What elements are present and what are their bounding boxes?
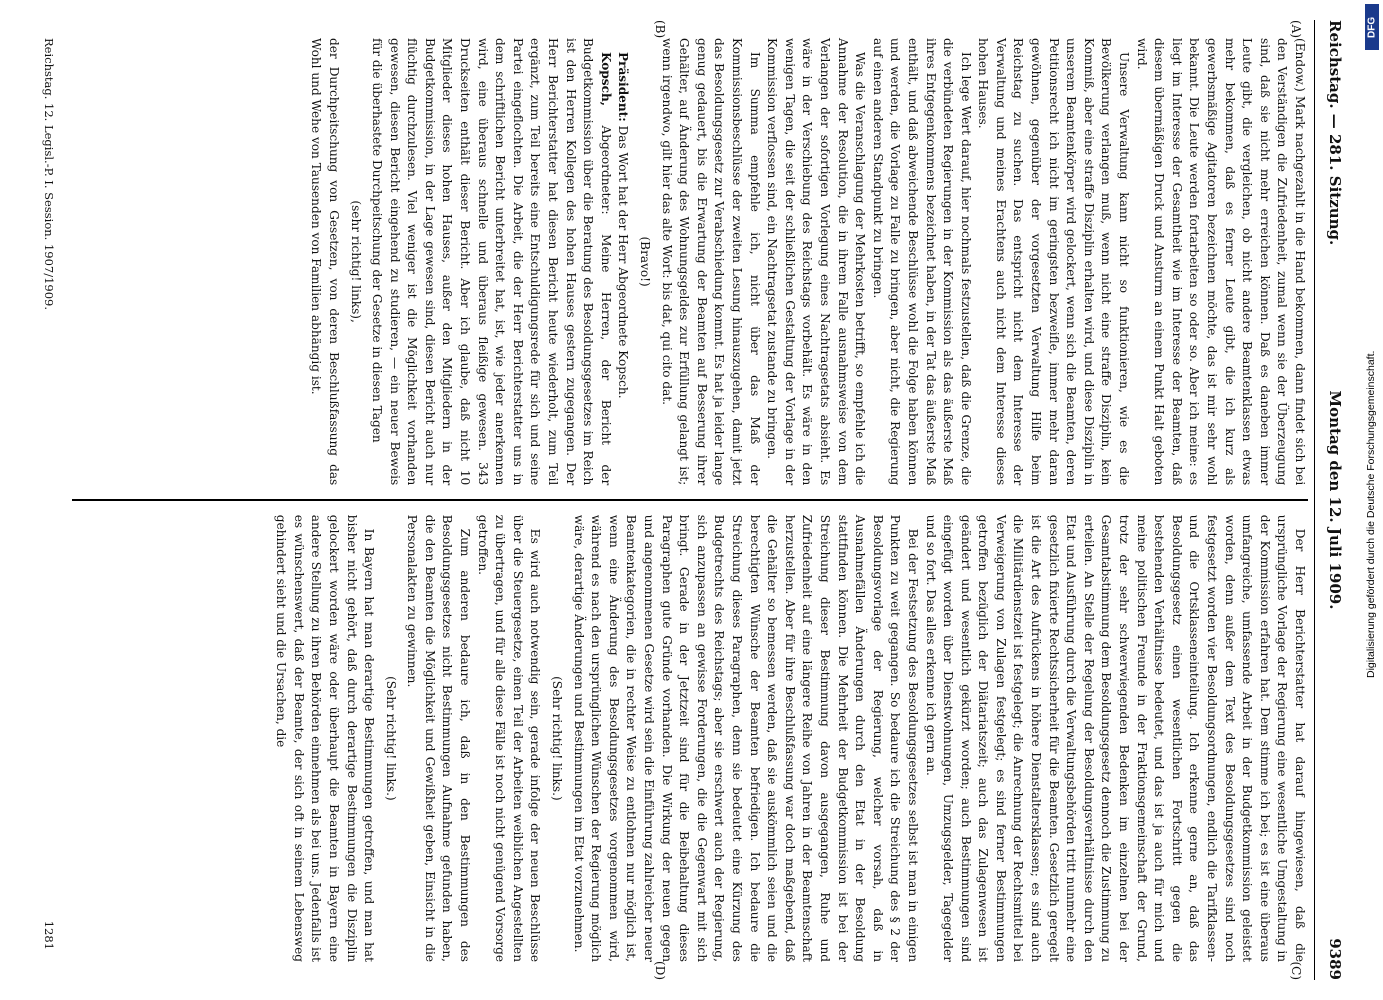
- margin-mark-c: (C): [1288, 961, 1303, 980]
- header-date: Montag den 12. Juli 1909.: [1325, 390, 1344, 610]
- dfg-logo: DFG: [1365, 4, 1379, 50]
- left-paragraph: Ich lege Wert darauf, hier nochmals festzustellen, daß die Grenze, die die verbündeten Regierungen in der Kommission als das äußerste Maß ihres Entgegenkommens bezeichnet haben, in der Tat das äußerste Maß enthält, und daß abweichende Beschlüsse wohl die Folge haben können und werden, die Vorlage zu Falle zu bringen, aber nicht, die Regierung auf einen anderen Standpunkt zu bringen.: [870, 38, 973, 486]
- right-paragraph: Zum anderen bedaure ich, daß in den Bestimmungen des Besoldungsgesetzes nicht Bestimmungen Aufnahme gefunden haben, die den Beamten die Möglichkeit und Gewißheit geben, Einsicht in die Personalakten zu gewinnen.: [404, 514, 472, 962]
- speaker-text: Abgeordneter: Meine Herren, der Bericht der Budgetkommission über die Beratung des Besoldungsgesetzes im Reich ist den Herren Kollegen des hohen Hauses gestern zugegangen. Der Herr Berichterstatter hat diesen Bericht heute wiederholt, zum Teil ergänzt, zum Teil bereits eine Entschuldigungsrede für sich und seine Partei eingeflochten. Die Arbeit, die der Herr Berichterstatter uns in dem schriftlichen Bericht unterbreitet hat, ist, wie jeder anerkennen wird, eine überaus schnelle und überaus fleißige gewesen. 343 Druckseiten enthält dieser Bericht. Aber ich glaube, daß nicht 10 Mitglieder dieses hohen Hauses, außer den Mitgliedern in der Budgetkommission, in der Lage gewesen sind, diesen Bericht auch nur flüchtig durchzulesen. Viel weniger ist die Möglichkeit vorhanden gewesen, diesen Bericht eingehend zu studieren, — ein neuer Beweis für die überhastete Durchpeitschung der Gesetze in diesen Tagen: [369, 38, 613, 486]
- footer-signature-number: 1281: [41, 920, 56, 950]
- speaker-label: Kopsch,: [598, 52, 613, 106]
- speaker-paragraph: [367, 38, 613, 485]
- left-paragraph: (Endow.) Mark nachgezahlt in die Hand bekommen, dann findet sich bei den Verständigen die Zufriedenheit, zumal wenn sie der Überzeugung sind, daß sie nicht mehr erreichen können. Daß es daneben immer Leute gibt, die vergleichen, ob nicht andere Beamtenklassen etwas mehr bekommen, daß es ferner Leute gibt, die ich kurz als gewerbsmäßige Agitatoren bezeichnen möchte, das ist mir sehr wohl bekannt. Die Leute werden fortarbeiten so oder so. Aber ich meine: es liegt im Interesse der Gesamtheit wie im Interesse der Beamten, daß diesem übermäßigen Druck und Ansturm an einem Punkt Halt geboten wird.: [1134, 38, 1307, 486]
- header-left: Reichstag. — 281. Sitzung.: [1325, 20, 1344, 246]
- page-header: [1314, 20, 1352, 980]
- footer-session: Reichstag. 12. Legisl.-P. I. Session. 1907/1909.: [41, 38, 56, 311]
- president-paragraph: [613, 38, 631, 485]
- interjection: (Sehr richtig! links.): [383, 676, 398, 801]
- page-number: 9389: [1325, 938, 1344, 980]
- left-paragraph: Unsere Verwaltung kann nicht so funktionieren, wie es die Bevölkerung verlangen muß, wenn nicht eine straffe Disziplin, kein Kommiß, aber eine straffe Disziplin erhalten wird, und diese Disziplin in unserem Beamtenkörper wird gelockert, wenn sich die Beamten, deren Petitionsrecht ich nicht im geringsten bezweifle, immer mehr daran gewöhnen, gegenüber der vorgesetzten Verwaltung Hilfe beim Reichstag zu suchen. Das entspricht nicht dem Interesse der Verwaltung und meines Erachtens auch nicht dem Interesse dieses hohen Hauses.: [975, 38, 1131, 486]
- margin-mark-d: (D): [652, 961, 667, 980]
- text-columns: [72, 20, 1308, 980]
- left-paragraph: Was die Veranschlagung der Mehrkosten betrifft, so empfehle ich die Annahme der Resolution, die in ihrem Falle ausnahmsweise von dem Verlangen der sofortigen Vorlegung eines Nachtragsetats absieht. Es wäre in der Verschiebung des Reichstags vorbehält. Es wäre in den wenigen Tagen, die seit der schließlichen Gestaltung der Vorlage in der Kommission verflossen sind, ein Nachtragsetat zustande zu bringen.: [764, 38, 867, 486]
- margin-mark-b: (B): [652, 20, 667, 39]
- left-closing: der Durchpeitschung von Gesetzen, von deren Beschlußfassung das Wohl und Wehe von Tausenden von Familien abhängig ist.: [308, 38, 341, 486]
- interjection: (sehr richtig! links),: [348, 200, 363, 323]
- president-label: Präsident:: [615, 52, 630, 122]
- left-column: [72, 20, 1308, 499]
- right-paragraph: In Bayern hat man derartige Bestimmungen getroffen, und man hat bisher nicht gehört, daß durch derartige Bestimmungen die Disziplin gelockert worden wäre oder überhaupt die Beamten in Bayern eine andere Stellung zu ihren Behörden einnehmen als bei uns. Jedenfalls ist es wünschenswert, daß der Beamte, der sich oft in seinem Lebensweg gehindert sieht und die Ursachen, die: [273, 514, 376, 962]
- right-paragraph: Bei der Festsetzung des Besoldungsgesetzes selbst ist man in einigen Punkten zu weit gegangen. So bedaure ich die Streichung des § 2 der Besoldungsvorlage der Regierung, welcher vorsah, daß in Ausnahmefällen Änderungen durch den Etat in der Besoldung stattfinden können. Die Mehrheit der Budgetkommission ist bei der Streichung dieser Bestimmung davon ausgegangen, Ruhe und Zufriedenheit auf eine längere Reihe von Jahren in der Beamtenschaft herzustellen. Aber für ihre Beschlußfassung war doch maßgebend, daß die Gehälter so bemessen werden, daß sie auskömmlich seien und die berechtigten Wünsche der Beamten befriedigen. Ich bedaure die Streichung dieses Paragraphen, denn sie bedeutet eine Kürzung des Budgetrechts des Reichstags; aber sie erschwert auch der Regierung, sich anzupassen an gewisse Forderungen, die die Gegenwart mit sich bringt. Gerade in der Jetztzeit sind für die Beibehaltung dieses Paragraphen gute Gründe vorhanden. Die Wirkung der neuen gegen und angenommenen Gesetze wird sein die Einführung zahlreicher neuer Beamtenkategorien, die in rechter Weise zu entlohnen nur möglich ist, wenn eine Änderung des Besoldungsgesetzes vorgenommen wird, während es nach den ursprünglichen Wünschen der Regierung möglich wäre, derartige Änderungen und Bestimmungen im Etat vorzunehmen.: [571, 514, 920, 962]
- dfg-credit-text: Digitalisierung gefördert durch die Deutsche Forschungsgemeinschaft.: [1365, 350, 1377, 678]
- right-column: [72, 501, 1308, 980]
- rotated-document-page: [32, 20, 1352, 980]
- right-paragraph: Es wird auch notwendig sein, gerade infolge der neuen Beschlüsse über die Steuergesetze, einen Teil der Arbeiten weiblichen Angestellten zu übertragen, und für alle diese Fälle ist noch nicht genügend Vorsorge getroffen.: [475, 514, 542, 962]
- margin-mark-a: (A): [1288, 20, 1303, 39]
- dfg-sidebar: [1361, 0, 1383, 1000]
- president-text: Das Wort hat der Herr Abgeordnete Kopsch.: [615, 125, 630, 399]
- left-paragraph: Im Summa empfehle ich, nicht über das Maß der Kommissionsbeschlüsse der zweiten Lesung hinauszugehen, damit jetzt das Besoldungsgesetz zur Verabschiedung kommt. Es hat ja leider lange genug gedauert, bis die Erwartung der Beamten auf Besserung ihrer Gehälter, auf Änderung des Wohnungsgeldes zur Erfüllung gelangt ist; wenn irgendwo, gilt hier das alte Wort: bis dat, qui cito dat.: [659, 38, 762, 486]
- interjection: (Sehr richtig! links.): [549, 676, 564, 801]
- right-paragraph: Der Herr Berichterstatter hat darauf hingewiesen, daß die ursprüngliche Vorlage der Regierung eine wesentliche Umgestaltung in der Kommission erfahren hat. Dem stimme ich bei; es ist eine überaus umfangreiche, umfassende Arbeit in der Budgetkommission geleistet worden, denn außer dem Text des Besoldungsgesetzes sind noch festgesetzt worden vier Besoldungsordnungen, endlich die Tarifklassen- und die Ortsklasseneinteilung. Ich erkenne gerne an, daß das Besoldungsgesetz einen wesentlichen Fortschritt gegen die bestehenden Verhältnisse bedeutet, und das ist ja auch für mich und meine politischen Freunde in der Fraktionsgemeinschaft der Grund, trotz der sehr schwerwiegenden Bedenken im einzelnen bei der Gesamtabstimmung dem Besoldungsgesetz dennoch die Zustimmung zu erteilen. An Stelle der Regelung der Besoldungsverhältnisse durch den Etat und Ausführung durch die Verwaltungsbehörden tritt nunmehr eine gesetzlich fixierte Rechtssicherheit für die Beamten. Gesetzlich geregelt ist die Art des Aufrückens in höhere Dienstaltersklassen; es sind auch die Militärdienstzeit ist festgelegt; die Anrechnung der Rechtsmittel bei Verweigerung von Zulagen festgelegt; es sind ferner Bestimmungen getroffen bezüglich der Diätariatszeit; auch das Zulagenwesen ist geändert und wesentlich gekürzt worden; auch Bestimmungen sind eingefügt worden über Dienstwohnungen, Umzugsgelder, Tagegelder und so fort. Das alles erkenne ich gern an.: [923, 514, 1307, 962]
- applause-note: (Bravo!): [637, 236, 652, 287]
